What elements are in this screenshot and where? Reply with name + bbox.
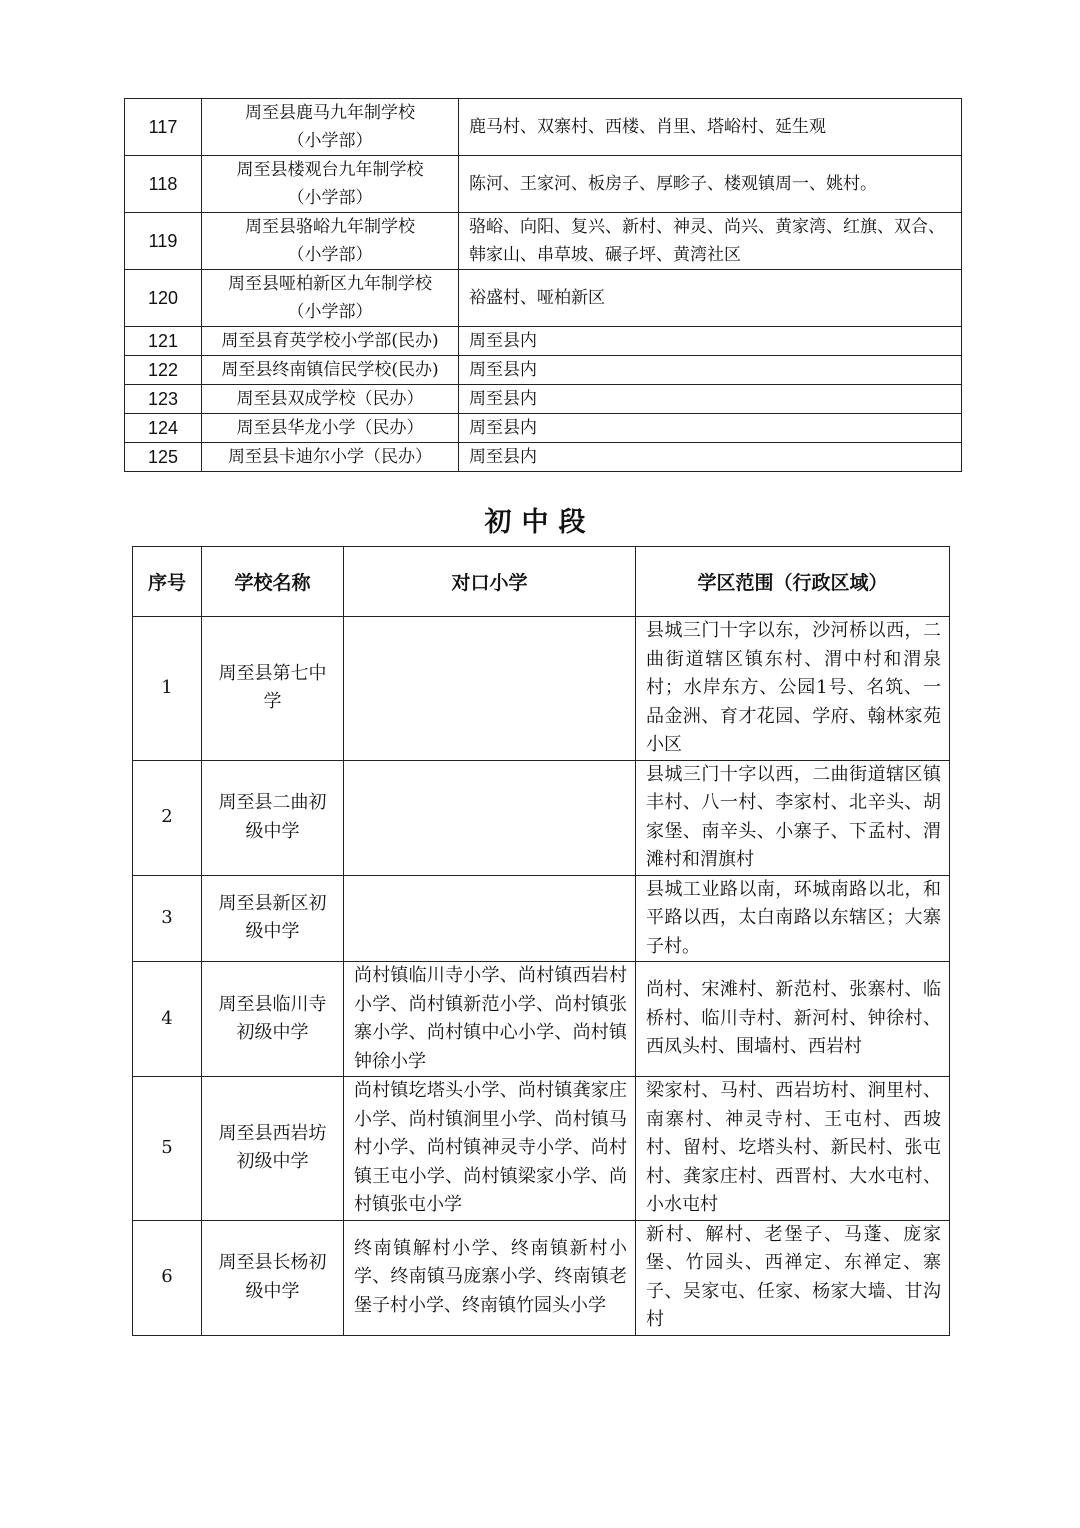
table-row bbox=[125, 213, 962, 270]
table-row bbox=[125, 414, 962, 443]
school-name: 周至县楼观台九年制学校 bbox=[236, 160, 424, 180]
row-number: 121 bbox=[125, 327, 202, 356]
table-row bbox=[125, 443, 962, 472]
table-row bbox=[133, 617, 950, 761]
school-name-cell bbox=[202, 270, 459, 327]
school-name-suffix: （小学部） bbox=[287, 302, 373, 322]
row-number: 118 bbox=[125, 156, 202, 213]
primary-school-table-continued bbox=[124, 98, 962, 472]
feeder-primary bbox=[344, 617, 636, 761]
school-name: 周至县新区初级中学 bbox=[202, 875, 344, 962]
feeder-primary: 尚村镇临川寺小学、尚村镇西岩村小学、尚村镇新范小学、尚村镇张寨小学、尚村镇中心小学、尚村镇钟徐小学 bbox=[344, 962, 636, 1077]
district-area: 县城三门十字以西，二曲街道辖区镇丰村、八一村、李家村、北辛头、胡家堡、南辛头、小寨子、下孟村、渭滩村和渭旗村 bbox=[636, 760, 950, 875]
school-name: 周至县二曲初级中学 bbox=[202, 760, 344, 875]
header-district-area: 学区范围（行政区域） bbox=[636, 547, 950, 617]
district-area: 陈河、王家河、板房子、厚畛子、楼观镇周一、姚村。 bbox=[459, 156, 962, 213]
table-row bbox=[125, 99, 962, 156]
feeder-primary bbox=[344, 760, 636, 875]
row-number: 122 bbox=[125, 356, 202, 385]
row-number: 124 bbox=[125, 414, 202, 443]
row-number: 1 bbox=[133, 617, 202, 761]
school-name-cell bbox=[202, 156, 459, 213]
row-number: 117 bbox=[125, 99, 202, 156]
table-header-row bbox=[133, 547, 950, 617]
school-name: 周至县终南镇信民学校(民办) bbox=[202, 356, 459, 385]
district-area: 县城三门十字以东，沙河桥以西，二曲街道辖区镇东村、渭中村和渭泉村；水岸东方、公园1号、名筑、一品金洲、育才花园、学府、翰林家苑小区 bbox=[636, 617, 950, 761]
table-row bbox=[133, 962, 950, 1077]
feeder-primary: 尚村镇圪塔头小学、尚村镇龚家庄小学、尚村镇涧里小学、尚村镇马村小学、尚村镇神灵寺小学、尚村镇王屯小学、尚村镇梁家小学、尚村镇张屯小学 bbox=[344, 1077, 636, 1221]
header-number: 序号 bbox=[133, 547, 202, 617]
table-row bbox=[125, 327, 962, 356]
school-name-suffix: （小学部） bbox=[287, 188, 373, 208]
table-row bbox=[133, 1220, 950, 1335]
row-number: 119 bbox=[125, 213, 202, 270]
school-name-suffix: （小学部） bbox=[287, 245, 373, 265]
table-row bbox=[125, 356, 962, 385]
table-row bbox=[125, 385, 962, 414]
district-area: 周至县内 bbox=[459, 356, 962, 385]
district-area: 裕盛村、哑柏新区 bbox=[459, 270, 962, 327]
district-area: 周至县内 bbox=[459, 327, 962, 356]
school-name: 周至县双成学校（民办） bbox=[202, 385, 459, 414]
school-name-cell bbox=[202, 99, 459, 156]
school-name: 周至县鹿马九年制学校 bbox=[245, 103, 415, 123]
table-row bbox=[125, 156, 962, 213]
row-number: 3 bbox=[133, 875, 202, 962]
district-area: 尚村、宋滩村、新范村、张寨村、临桥村、临川寺村、新河村、钟徐村、西凤头村、围墙村、西岩村 bbox=[636, 962, 950, 1077]
school-name: 周至县第七中学 bbox=[202, 617, 344, 761]
row-number: 6 bbox=[133, 1220, 202, 1335]
table-row bbox=[133, 875, 950, 962]
middle-school-table bbox=[132, 546, 950, 1336]
school-name: 周至县育英学校小学部(民办) bbox=[202, 327, 459, 356]
row-number: 2 bbox=[133, 760, 202, 875]
school-name: 周至县西岩坊初级中学 bbox=[202, 1077, 344, 1221]
school-name: 周至县华龙小学（民办） bbox=[202, 414, 459, 443]
school-name-suffix: （小学部） bbox=[287, 131, 373, 151]
section-title: 初中段 bbox=[484, 507, 596, 538]
table-row bbox=[125, 270, 962, 327]
school-name-cell bbox=[202, 213, 459, 270]
row-number: 5 bbox=[133, 1077, 202, 1221]
district-area: 梁家村、马村、西岩坊村、涧里村、南寨村、神灵寺村、王屯村、西坡村、留村、圪塔头村、新民村、张屯村、龚家庄村、西晋村、大水屯村、小水屯村 bbox=[636, 1077, 950, 1221]
district-area: 周至县内 bbox=[459, 443, 962, 472]
school-name: 周至县卡迪尔小学（民办） bbox=[202, 443, 459, 472]
table-row bbox=[133, 760, 950, 875]
row-number: 123 bbox=[125, 385, 202, 414]
school-name: 周至县长杨初级中学 bbox=[202, 1220, 344, 1335]
feeder-primary bbox=[344, 875, 636, 962]
district-area: 鹿马村、双寨村、西楼、肖里、塔峪村、延生观 bbox=[459, 99, 962, 156]
school-name: 周至县临川寺初级中学 bbox=[202, 962, 344, 1077]
table-row bbox=[133, 1077, 950, 1221]
feeder-primary: 终南镇解村小学、终南镇新村小学、终南镇马庞寨小学、终南镇老堡子村小学、终南镇竹园头小学 bbox=[344, 1220, 636, 1335]
row-number: 120 bbox=[125, 270, 202, 327]
header-school-name: 学校名称 bbox=[202, 547, 344, 617]
row-number: 125 bbox=[125, 443, 202, 472]
header-feeder-primary: 对口小学 bbox=[344, 547, 636, 617]
school-name: 周至县骆峪九年制学校 bbox=[245, 217, 415, 237]
school-name: 周至县哑柏新区九年制学校 bbox=[228, 274, 432, 294]
district-area: 新村、解村、老堡子、马蓬、庞家堡、竹园头、西禅定、东禅定、寨子、吴家屯、任家、杨家大墙、甘沟村 bbox=[636, 1220, 950, 1335]
row-number: 4 bbox=[133, 962, 202, 1077]
district-area: 周至县内 bbox=[459, 385, 962, 414]
district-area: 骆峪、向阳、复兴、新村、神灵、尚兴、黄家湾、红旗、双合、韩家山、串草坡、碾子坪、黄湾社区 bbox=[459, 213, 962, 270]
district-area: 周至县内 bbox=[459, 414, 962, 443]
district-area: 县城工业路以南，环城南路以北，和平路以西，太白南路以东辖区；大寨子村。 bbox=[636, 875, 950, 962]
